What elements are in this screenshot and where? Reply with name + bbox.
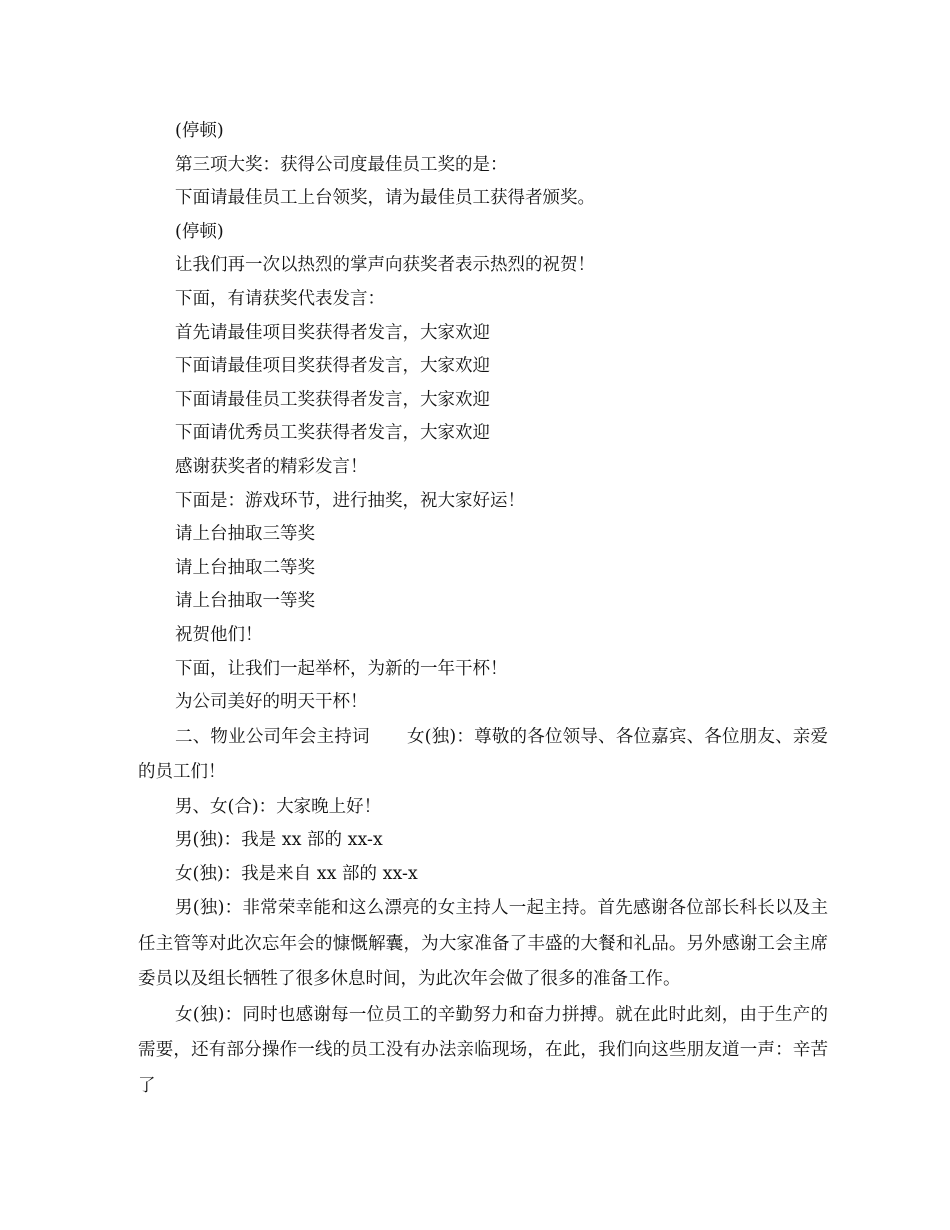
text-line: 下面请优秀员工奖获得者发言，大家欢迎	[175, 423, 490, 444]
text-line: 下面请最佳项目奖获得者发言，大家欢迎	[175, 356, 490, 377]
text-line: 请上台抽取三等奖	[175, 524, 315, 545]
text-line: (停顿)	[175, 121, 224, 141]
text-line: 男(独)：我是 xx 部的 xx-x	[175, 830, 383, 851]
text-line: 下面是：游戏环节，进行抽奖，祝大家好运！	[175, 490, 525, 511]
text-line: 感谢获奖者的精彩发言！	[175, 456, 368, 477]
text-line: 第三项大奖：获得公司度最佳员工奖的是：	[175, 154, 508, 175]
text-line: 请上台抽取一等奖	[175, 591, 315, 612]
text-line: 祝贺他们！	[175, 624, 263, 645]
section-paragraph	[138, 720, 828, 791]
text-line: 女(独)：我是来自 xx 部的 xx-x	[175, 863, 418, 884]
section-opening: 女(独)：尊敬的各位领导、各位嘉宾、各位朋友、亲爱的员工们！	[138, 726, 829, 783]
text-line: 请上台抽取二等奖	[175, 557, 315, 578]
text-line: 让我们再一次以热烈的掌声向获奖者表示热烈的祝贺！	[175, 255, 595, 276]
text-line: 下面，有请获奖代表发言：	[175, 288, 385, 309]
text-line: 下面请最佳员工上台领奖，请为最佳员工获得者颁奖。	[175, 188, 595, 209]
text-line: 男、女(合)：大家晚上好！	[175, 796, 382, 817]
body-paragraph: 男(独)：非常荣幸能和这么漂亮的女主持人一起主持。首先感谢各位部长科长以及主任主管等对此次忘年会的慷慨解囊，为大家准备了丰盛的大餐和礼品。另外感谢工会主席委员以及组长牺牲了很多休息时间，为此次年会做了很多的准备工作。	[138, 898, 828, 990]
body-paragraph: 女(独)：同时也感谢每一位员工的辛勤努力和奋力拼搏。就在此时此刻，由于生产的需要，还有部分操作一线的员工没有办法亲临现场，在此，我们向这些朋友道一声：辛苦了	[138, 1004, 828, 1096]
section-heading: 二、物业公司年会主持词	[175, 726, 370, 747]
text-line: 首先请最佳项目奖获得者发言，大家欢迎	[175, 322, 490, 343]
text-line: 下面请最佳员工奖获得者发言，大家欢迎	[175, 389, 490, 410]
text-line: (停顿)	[175, 221, 224, 242]
document-body	[138, 115, 828, 1104]
text-line: 下面，让我们一起举杯，为新的一年干杯！	[175, 658, 508, 679]
text-line: 为公司美好的明天干杯！	[175, 692, 368, 713]
